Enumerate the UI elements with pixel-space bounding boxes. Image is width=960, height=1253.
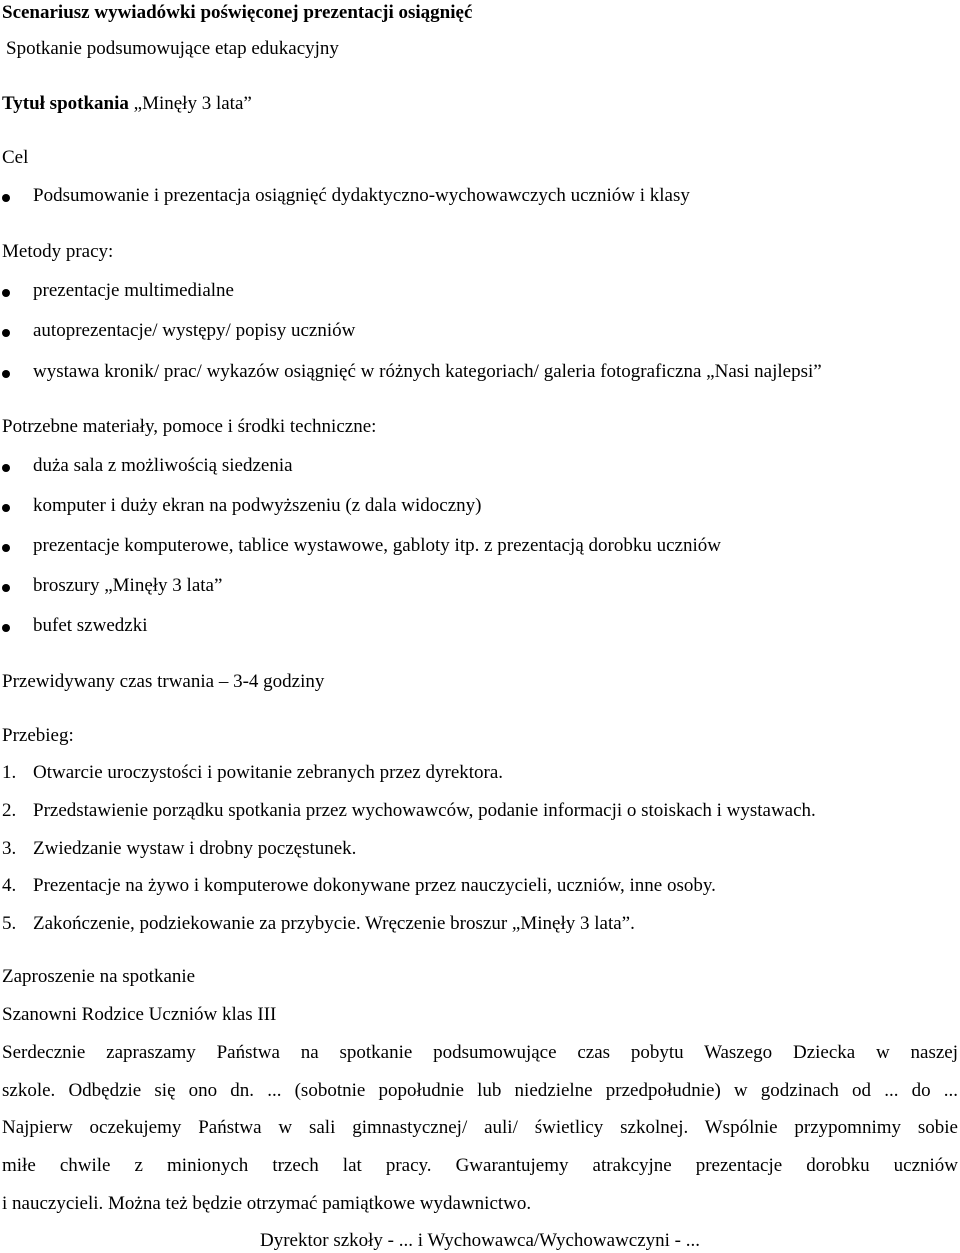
step-text: Zwiedzanie wystaw i drobny poczęstunek. — [33, 838, 357, 859]
invitation-line: szkole. Odbędzie się ono dn. ... (sobotnie popołudnie lub niedzielne przedpołudnie) w godzinach od ... do ... — [2, 1080, 958, 1101]
bullet-icon — [2, 370, 10, 378]
step-text: Prezentacje na żywo i komputerowe dokonywane przez nauczycieli, uczniów, inne osoby. — [33, 875, 716, 896]
list-item-text: prezentacje multimedialne — [33, 280, 234, 301]
step-number: 4. — [2, 875, 17, 896]
bullet-icon — [2, 329, 10, 337]
bullet-icon — [2, 289, 10, 297]
meeting-title-row — [2, 93, 252, 116]
invitation-line: i nauczycieli. Można też będzie otrzymać pamiątkowe wydawnictwo. — [2, 1193, 532, 1214]
list-item-text: broszury „Minęły 3 lata” — [33, 575, 223, 596]
bullet-icon — [2, 544, 10, 552]
duration-label: Przewidywany czas trwania — [2, 671, 215, 692]
course-step — [2, 762, 503, 785]
document-title: Scenariusz wywiadówki poświęconej prezentacji osiągnięć — [2, 2, 473, 23]
list-item-text: autoprezentacje/ występy/ popisy uczniów — [33, 320, 356, 341]
materials-heading: Potrzebne materiały, pomoce i środki techniczne: — [2, 416, 377, 437]
bullet-icon — [2, 584, 10, 592]
step-number: 3. — [2, 838, 17, 859]
course-heading: Przebieg: — [2, 725, 74, 746]
step-text: Zakończenie, podziekowanie za przybycie. Wręczenie broszur „Minęły 3 lata”. — [33, 913, 635, 934]
bullet-icon — [2, 504, 10, 512]
invitation-line: miłe chwile z minionych trzech lat pracy. Gwarantujemy atrakcyjne prezentacje dorobku uczniów — [2, 1155, 958, 1176]
step-number: 1. — [2, 762, 17, 783]
invitation-signature: Dyrektor szkoły - ... i Wychowawca/Wychowawczyni - ... — [259, 1230, 701, 1251]
meeting-title-label: Tytuł spotkania — [2, 93, 129, 114]
bullet-icon — [2, 624, 10, 632]
invitation-line: Najpierw oczekujemy Państwa w sali gimnastycznej/ auli/ świetlicy szkolnej. Wspólnie przypomnimy sobie — [2, 1117, 958, 1138]
methods-heading: Metody pracy: — [2, 241, 114, 262]
list-item-text: bufet szwedzki — [33, 615, 148, 636]
bullet-icon — [2, 464, 10, 472]
goal-heading: Cel — [2, 147, 29, 168]
invitation-line: Serdecznie zapraszamy Państwa na spotkanie podsumowujące czas pobytu Waszego Dziecka w naszej — [2, 1042, 958, 1063]
document-subtitle: Spotkanie podsumowujące etap edukacyjny — [6, 38, 339, 59]
course-step — [2, 800, 816, 823]
list-item-text: wystawa kronik/ prac/ wykazów osiągnięć w różnych kategoriach/ galeria fotograficzna „Nasi najlepsi” — [33, 361, 822, 382]
course-step — [2, 913, 635, 936]
list-item-text: prezentacje komputerowe, tablice wystawowe, gabloty itp. z prezentacją dorobku uczniów — [33, 535, 721, 556]
list-item-text: Podsumowanie i prezentacja osiągnięć dydaktyczno-wychowawczych uczniów i klasy — [33, 185, 690, 206]
duration-value: – 3-4 godziny — [218, 671, 325, 692]
course-step — [2, 838, 356, 861]
step-number: 5. — [2, 913, 17, 934]
list-item-text: duża sala z możliwością siedzenia — [33, 455, 293, 476]
list-item-text: komputer i duży ekran na podwyższeniu (z dala widoczny) — [33, 495, 482, 516]
course-step — [2, 875, 716, 898]
bullet-icon — [2, 194, 10, 202]
meeting-title-value: „Minęły 3 lata” — [133, 93, 252, 114]
step-number: 2. — [2, 800, 17, 821]
invitation-salutation: Szanowni Rodzice Uczniów klas III — [2, 1004, 277, 1025]
invitation-heading: Zaproszenie na spotkanie — [2, 966, 196, 987]
step-text: Otwarcie uroczystości i powitanie zebranych przez dyrektora. — [33, 762, 504, 783]
step-text: Przedstawienie porządku spotkania przez wychowawców, podanie informacji o stoiskach i wystawach. — [33, 800, 816, 821]
duration-row — [2, 671, 324, 694]
